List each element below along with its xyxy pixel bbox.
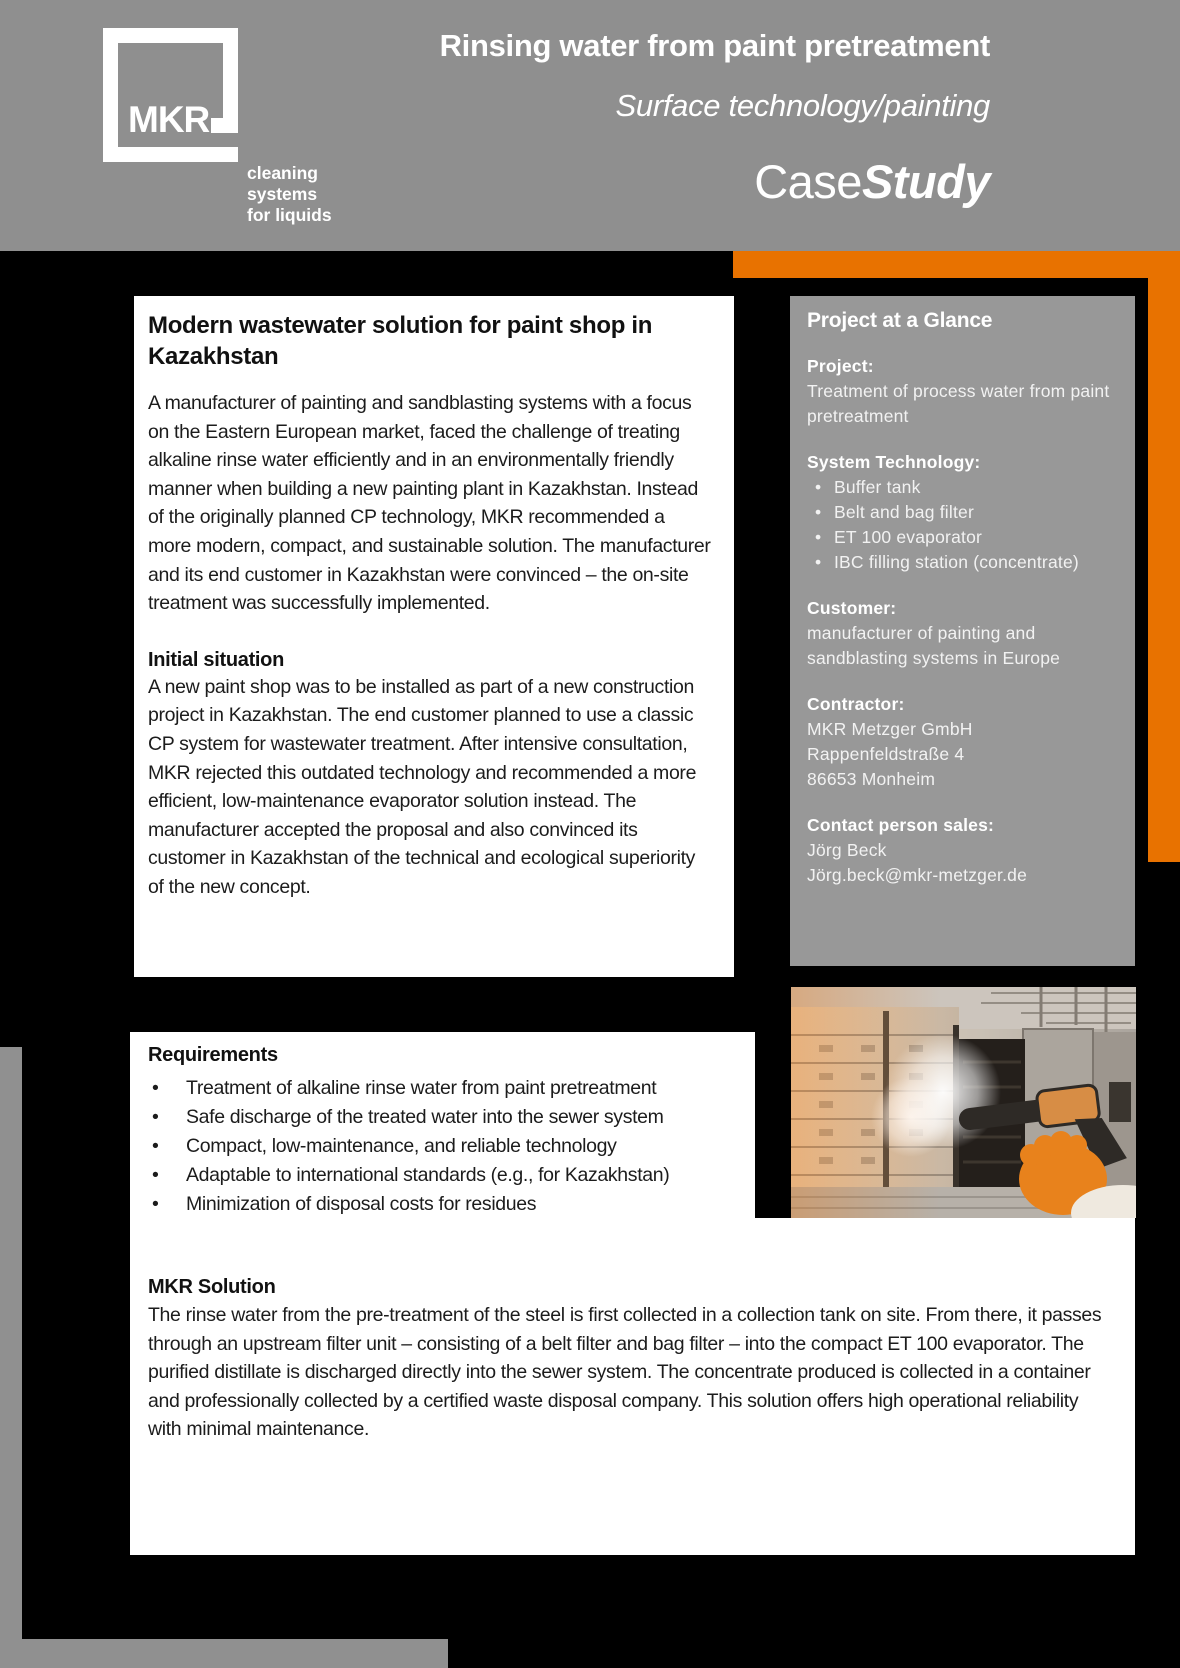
header-titles (440, 26, 990, 210)
main-article-box (134, 296, 734, 977)
gray-strip-bottom (0, 1639, 448, 1668)
logo-tagline (247, 163, 332, 226)
bullet-icon: • (815, 477, 822, 497)
sidebar-bullet-item (807, 500, 1117, 525)
requirement-text: Safe discharge of the treated water into the sewer system (186, 1106, 664, 1128)
requirement-item (148, 1190, 745, 1219)
sidebar-bullet-text: Buffer tank (834, 477, 921, 497)
sidebar-section-label: Customer: (807, 598, 897, 618)
sidebar-sections (807, 354, 1117, 888)
sidebar-bullet-text: ET 100 evaporator (834, 527, 983, 547)
initial-situation-body: A new paint shop was to be installed as part of a new construction project in Kazakhstan. The end customer planned to use a classic CP system for wastewater treatment. After intensive consultation, MKR rejected this outdated technology and recommended a more efficient, low-maintenance evaporator solution instead. The manufacturer accepted the proposal and also convinced its customer in Kazakhstan of the technical and ecological superiority of the new concept. (148, 675, 697, 898)
sidebar-bullet-item (807, 550, 1117, 575)
sidebar-section-line: Jörg.beck@mkr-metzger.de (807, 865, 1027, 885)
solution-heading: MKR Solution (148, 1276, 276, 1298)
tagline-line: for liquids (247, 205, 332, 225)
requirement-item (148, 1074, 745, 1103)
solution-box (130, 1218, 1135, 1555)
solution-body: The rinse water from the pre-treatment of the steel is first collected in a collection tank on site. From there, it passes through an upstream filter unit – consisting of a belt filter and bag filter – into the compact ET 100 evaporator. The purified distillate is discharged directly into the sewer system. The concentrate produced is collected in a container and professionally collected by a certified waste disposal company. This solution offers high operational reliability with minimal maintenance. (148, 1304, 1102, 1441)
bullet-icon: • (152, 1193, 159, 1215)
paint-booth-photo (791, 987, 1136, 1218)
sidebar-section (807, 692, 1117, 792)
initial-situation-heading: Initial situation (148, 648, 285, 671)
document-title: Rinsing water from paint pretreatment (439, 28, 990, 63)
sidebar-bullet-item (807, 525, 1117, 550)
sidebar-section-label: System Technology: (807, 452, 981, 472)
sidebar-section-line: Treatment of process water from paint pretreatment (807, 381, 1110, 426)
bullet-icon: • (152, 1106, 159, 1128)
sidebar-section-label: Contractor: (807, 694, 905, 714)
requirement-text: Compact, low-maintenance, and reliable technology (186, 1135, 617, 1157)
tagline-line: cleaning (247, 163, 318, 183)
requirement-text: Minimization of disposal costs for residues (186, 1193, 537, 1215)
requirement-text: Treatment of alkaline rinse water from paint pretreatment (186, 1077, 657, 1099)
sidebar-section (807, 813, 1117, 888)
bullet-icon: • (815, 527, 822, 547)
casestudy-wordmark (440, 154, 990, 210)
orange-accent-bar-right (1148, 278, 1180, 862)
sidebar-section-line: Rappenfeldstraße 4 (807, 744, 965, 764)
sidebar-section-line: 86653 Monheim (807, 769, 936, 789)
requirements-box (130, 1032, 755, 1218)
requirement-item (148, 1132, 745, 1161)
gray-strip-left (0, 1047, 22, 1668)
mkr-logo-icon (103, 28, 238, 162)
sidebar-bullet-text: IBC filling station (concentrate) (834, 552, 1079, 572)
mkr-logo-text: MKR (128, 99, 210, 140)
document-subtitle: Surface technology/painting (615, 88, 990, 123)
casestudy-bold: Study (861, 155, 990, 208)
sidebar-section-line: MKR Metzger GmbH (807, 719, 973, 739)
requirement-item (148, 1103, 745, 1132)
article-intro: A manufacturer of painting and sandblasting systems with a focus on the Eastern European market, faced the challenge of treating alkaline rinse water efficiently and in an environmentally friendly manner when building a new painting plant in Kazakhstan. Instead of the originally planned CP technology, MKR recommended a more modern, compact, and sustainable solution. The manufacturer and its end customer in Kazakhstan were convinced – the on-site treatment was successfully implemented. (148, 392, 711, 615)
sidebar-section-line: Jörg Beck (807, 840, 887, 860)
sidebar-bullet-item (807, 475, 1117, 500)
requirements-list (148, 1074, 745, 1219)
sidebar-bullet-text: Belt and bag filter (834, 502, 974, 522)
bullet-icon: • (152, 1077, 159, 1099)
project-at-a-glance-panel (790, 296, 1135, 966)
article-heading: Modern wastewater solution for paint shop in Kazakhstan (148, 312, 653, 370)
requirements-heading: Requirements (148, 1044, 278, 1066)
orange-accent-bar-top (733, 251, 1180, 278)
bullet-icon: • (815, 502, 822, 522)
requirement-item (148, 1161, 745, 1190)
sidebar-section (807, 450, 1117, 575)
bullet-icon: • (815, 552, 822, 572)
bullet-icon: • (152, 1135, 159, 1157)
page-header (0, 0, 1180, 251)
bullet-icon: • (152, 1164, 159, 1186)
requirement-text: Adaptable to international standards (e.g., for Kazakhstan) (186, 1164, 670, 1186)
casestudy-regular: Case (754, 155, 862, 208)
sidebar-section-line: manufacturer of painting and sandblasting systems in Europe (807, 623, 1061, 668)
sidebar-section (807, 354, 1117, 429)
sidebar-section-label: Project: (807, 356, 874, 376)
sidebar-title: Project at a Glance (807, 309, 993, 332)
sidebar-section (807, 596, 1117, 671)
tagline-line: systems (247, 184, 318, 204)
sidebar-section-label: Contact person sales: (807, 815, 995, 835)
